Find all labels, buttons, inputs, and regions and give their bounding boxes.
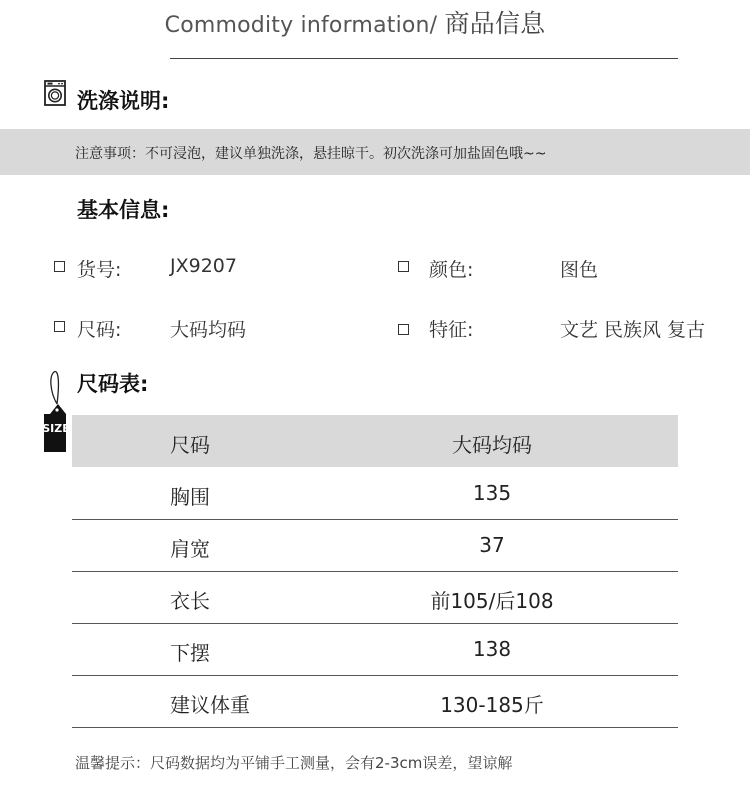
checkbox-icon — [398, 324, 409, 335]
item-number-label: 货号: — [77, 259, 122, 281]
table-row-divider — [72, 675, 678, 676]
table-row-name: 衣长 — [170, 589, 210, 613]
washing-machine-icon — [44, 80, 66, 106]
checkbox-icon — [398, 261, 409, 272]
size-value: 大码均码 — [170, 319, 247, 341]
page-title-cn: 商品信息 — [444, 9, 546, 38]
table-row-value: 138 — [472, 637, 512, 661]
basic-info-title: 基本信息: — [77, 198, 170, 222]
table-row-value: 135 — [472, 481, 512, 505]
size-table-header-name: 尺码 — [170, 433, 210, 457]
table-row-divider — [72, 519, 678, 520]
table-row-value: 130-185斤 — [440, 693, 544, 717]
size-chart-title: 尺码表: — [77, 372, 149, 396]
feature-value: 文艺 民族风 复古 — [560, 319, 706, 341]
table-row-name: 肩宽 — [170, 537, 210, 561]
table-row-value: 37 — [479, 533, 505, 557]
table-row-name: 下摆 — [170, 641, 210, 665]
size-footnote: 温馨提示：尺码数据均为平铺手工测量，会有2-3cm误差，望谅解 — [75, 754, 513, 772]
page-title — [0, 4, 710, 40]
table-row-value: 前105/后108 — [430, 589, 554, 613]
wash-section-title: 洗涤说明: — [77, 89, 170, 113]
table-row-name: 建议体重 — [170, 693, 250, 717]
checkbox-icon — [54, 321, 65, 332]
header-divider — [170, 58, 678, 59]
color-value: 图色 — [560, 259, 599, 281]
size-tag-icon — [40, 370, 72, 454]
table-row-divider — [72, 571, 678, 572]
wash-notice-text: 注意事项：不可浸泡，建议单独洗涤，悬挂晾干。初次洗涤可加盐固色哦~~ — [75, 146, 547, 162]
item-number-value: JX9207 — [170, 255, 237, 277]
table-row-divider — [72, 727, 678, 728]
size-label: 尺码: — [77, 319, 122, 341]
size-tag-text: SIZE — [42, 422, 70, 435]
page-title-en: Commodity information/ — [164, 13, 438, 38]
color-label: 颜色: — [429, 259, 474, 281]
table-row-divider — [72, 623, 678, 624]
table-row-name: 胸围 — [170, 485, 210, 509]
size-table-header-value: 大码均码 — [452, 433, 532, 457]
checkbox-icon — [54, 261, 65, 272]
feature-label: 特征: — [429, 319, 474, 341]
